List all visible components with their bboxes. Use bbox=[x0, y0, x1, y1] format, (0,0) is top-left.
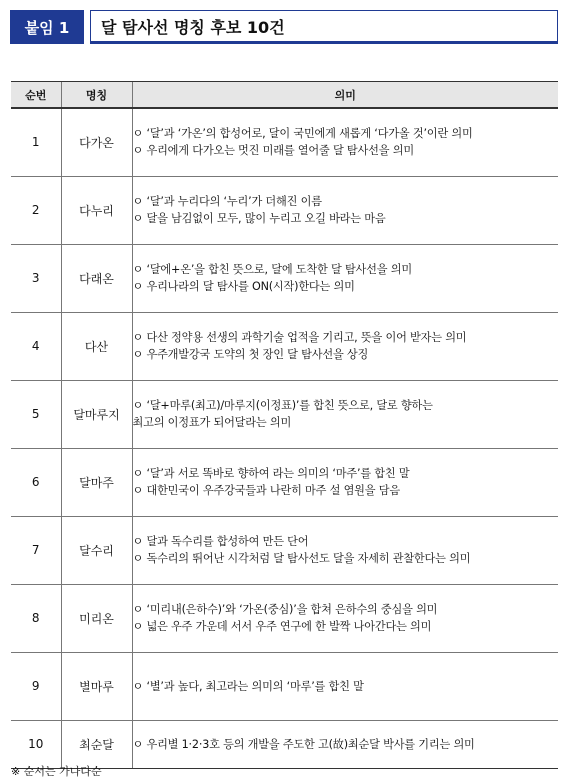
table-row bbox=[11, 448, 558, 516]
table-row bbox=[11, 176, 558, 244]
candidate-name: 다누리 bbox=[61, 176, 132, 244]
candidate-meaning bbox=[132, 448, 558, 516]
meaning-line: ㅇ ‘달에+온’을 합친 뜻으로, 달에 도착한 달 탐사선을 의미 bbox=[132, 263, 412, 276]
meaning-line: 최고의 이정표가 되어달라는 의미 bbox=[132, 416, 292, 429]
row-number: 8 bbox=[11, 584, 61, 652]
table-row bbox=[11, 380, 558, 448]
meaning-line: ㅇ 다산 정약용 선생의 과학기술 업적을 기리고, 뜻을 이어 받자는 의미 bbox=[132, 331, 467, 344]
candidate-name: 달수리 bbox=[61, 516, 132, 584]
table-row bbox=[11, 516, 558, 584]
row-number: 9 bbox=[11, 652, 61, 720]
candidate-meaning bbox=[132, 176, 558, 244]
row-number: 3 bbox=[11, 244, 61, 312]
candidate-meaning bbox=[132, 652, 558, 720]
candidate-name: 달마주 bbox=[61, 448, 132, 516]
meaning-line: ㅇ ‘달’과 서로 똑바로 향하여 라는 의미의 ‘마주’를 합친 말 bbox=[132, 467, 410, 480]
meaning-line: ㅇ 달을 남김없이 모두, 많이 누리고 오길 바라는 마음 bbox=[132, 212, 386, 225]
candidate-name: 달마루지 bbox=[61, 380, 132, 448]
annex-header bbox=[10, 8, 558, 46]
table-row bbox=[11, 652, 558, 720]
row-number: 4 bbox=[11, 312, 61, 380]
document-title: 달 탐사선 명칭 후보 10건 bbox=[90, 10, 558, 44]
candidate-meaning bbox=[132, 720, 558, 768]
annex-badge: 붙임 1 bbox=[10, 10, 84, 44]
candidate-name: 미리온 bbox=[61, 584, 132, 652]
candidate-meaning bbox=[132, 312, 558, 380]
meaning-line: ㅇ 달과 독수리를 합성하여 만든 단어 bbox=[132, 535, 309, 548]
footnote: ※ 순서는 가나다순 bbox=[11, 765, 102, 778]
table-row bbox=[11, 244, 558, 312]
table-row bbox=[11, 584, 558, 652]
candidate-name: 최순달 bbox=[61, 720, 132, 768]
row-number: 6 bbox=[11, 448, 61, 516]
meaning-line: ㅇ 우리에게 다가오는 멋진 미래를 열어줄 달 탐사선을 의미 bbox=[132, 144, 414, 158]
row-number: 7 bbox=[11, 516, 61, 584]
row-number: 1 bbox=[11, 108, 61, 176]
meaning-line: ㅇ 독수리의 뛰어난 시각처럼 달 탐사선도 달을 자세히 관찰한다는 의미 bbox=[132, 552, 471, 565]
candidate-meaning bbox=[132, 584, 558, 652]
column-header-meaning: 의미 bbox=[132, 82, 558, 109]
meaning-line: ㅇ ‘달’과 ‘가온’의 합성어로, 달이 국민에게 새롭게 ‘다가올 것’이란 의미 bbox=[132, 127, 473, 141]
meaning-line: ㅇ ‘별’과 높다, 최고라는 의미의 ‘마루’를 합친 말 bbox=[132, 679, 364, 693]
candidate-name: 다가온 bbox=[61, 108, 132, 176]
meaning-line: ㅇ 넓은 우주 가운데 서서 우주 연구에 한 발짝 나아간다는 의미 bbox=[132, 620, 432, 633]
meaning-line: ㅇ ‘달+마루(최고)/마루지(이정표)’를 합친 뜻으로, 달로 향하는 bbox=[132, 399, 433, 412]
row-number: 2 bbox=[11, 176, 61, 244]
table-row bbox=[11, 720, 558, 768]
column-header-name: 명칭 bbox=[61, 82, 132, 109]
meaning-line: ㅇ 우리나라의 달 탐사를 ON(시작)한다는 의미 bbox=[132, 280, 355, 293]
meaning-line: ㅇ 우리별 1·2·3호 등의 개발을 주도한 고(故)최순달 박사를 기리는 의미 bbox=[132, 737, 475, 751]
candidate-name: 별마루 bbox=[61, 652, 132, 720]
row-number: 5 bbox=[11, 380, 61, 448]
candidate-name: 다산 bbox=[61, 312, 132, 380]
table-header-row bbox=[11, 82, 558, 109]
meaning-line: ㅇ ‘미리내(은하수)’와 ‘가온(중심)’을 합쳐 은하수의 중심을 의미 bbox=[132, 603, 438, 616]
candidate-meaning bbox=[132, 108, 558, 176]
table-row bbox=[11, 108, 558, 176]
meaning-line: ㅇ 우주개발강국 도약의 첫 장인 달 탐사선을 상징 bbox=[132, 348, 369, 361]
candidate-meaning bbox=[132, 244, 558, 312]
candidate-names-table bbox=[11, 81, 558, 769]
row-number: 10 bbox=[11, 720, 61, 768]
candidate-name: 다래온 bbox=[61, 244, 132, 312]
candidate-meaning bbox=[132, 380, 558, 448]
column-header-number: 순번 bbox=[11, 82, 61, 109]
meaning-line: ㅇ 대한민국이 우주강국들과 나란히 마주 설 염원을 담음 bbox=[132, 484, 400, 497]
meaning-line: ㅇ ‘달’과 누리다의 ‘누리’가 더해진 이름 bbox=[132, 195, 322, 208]
candidate-meaning bbox=[132, 516, 558, 584]
table-row bbox=[11, 312, 558, 380]
